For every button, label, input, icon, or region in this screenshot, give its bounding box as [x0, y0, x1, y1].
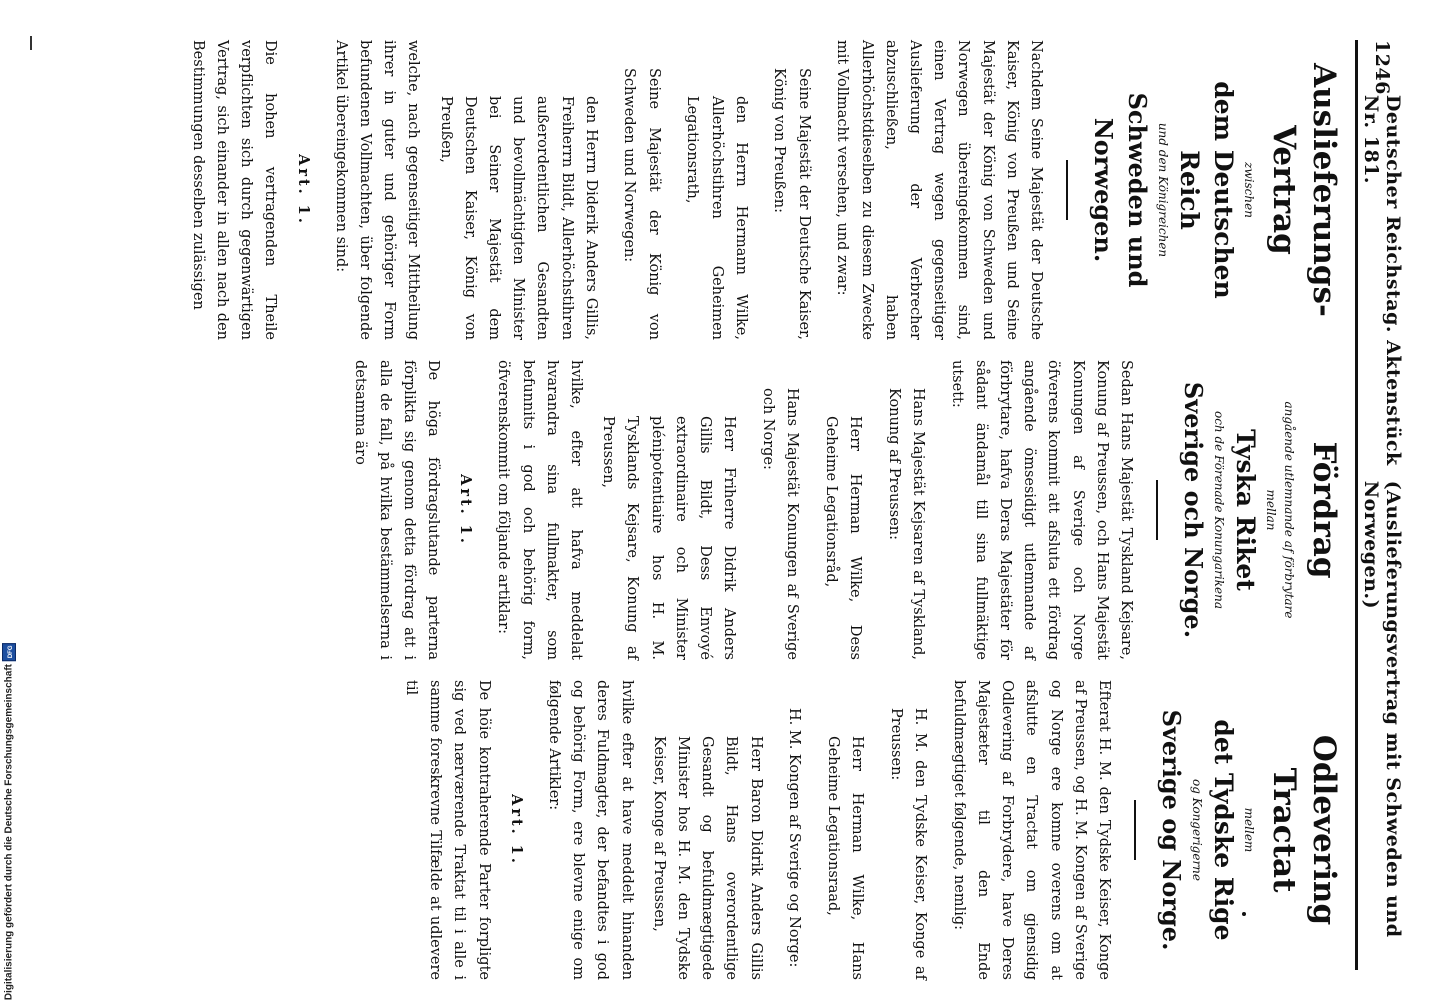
swedish-art1-text: De höga fördragslutande parterna förplikta sig genom detta fördrag att i alla de fall, på hvilka bestämmelserna i detsamma äro: [352, 360, 441, 660]
german-closing: welche, nach gegenseitiger Mittheilung ihrer in guter und gehöriger Form befundenen Vollmachten, über folgende Artikel übereingekommen sind:: [332, 40, 422, 340]
margin-pencil-mark: [30, 36, 32, 50]
german-party2: Schweden und Norwegen.: [1089, 92, 1152, 288]
page-number: 1246: [1371, 40, 1393, 95]
swedish-preamble: Sedan Hans Majestät Tyskland Kejsare, Konung af Preussen, och Hans Majestät Konungen af Sverige och Norge öfverens kommit att afsluta ett fördrag angående ömsesidigt utlemnande af förbrytare, hafva Deras Majestäter för sådant ändamål till sina fullmäktige utsett:: [948, 360, 1134, 660]
german-art1-heading: Art. 1.: [294, 154, 312, 226]
journal-title: Deutscher Reichstag. Aktenstück Nr. 181.: [1360, 94, 1404, 466]
page-header: [1362, 40, 1402, 970]
digitization-note: [0, 600, 18, 1000]
norwegian-delegate1: Herr Herman Wilke, Hans Geheime Legationsraad,: [824, 736, 866, 980]
swedish-delegate2: Herr Friherre Didrik Anders Gillis Bildt, Dess Envoyé extraordinaire och Minister plénipotentiaire hos H. M. Tysklands Kejsare, Konung af Preussen,: [600, 416, 738, 660]
running-title: (Auslieferungsvertrag mit Schweden und Norwegen.): [1360, 480, 1404, 938]
norwegian-title: Odlevering Tractat: [1266, 734, 1342, 926]
dfg-logo: DFG: [2, 643, 16, 661]
swedish-art1-heading: Art. 1.: [457, 474, 475, 546]
swedish-party1: Tyska Riket: [1231, 429, 1260, 591]
swedish-closing: hvilke, efter att hafva meddelat hvarandra sina fullmakter, som befunnits i god och behörig form, öfverenskommit om följande artiklar:: [495, 360, 584, 660]
norwegian-column: [44, 680, 1344, 980]
german-monarch2: Seine Majestät der König von Schweden und Norwegen:: [621, 68, 662, 340]
german-between: zwischen: [1242, 162, 1256, 218]
header-rule: [1355, 40, 1358, 970]
swedish-sub: angående utlemnande af förbrytare: [1282, 401, 1296, 619]
norwegian-party2: Sverige og Norge.: [1157, 709, 1186, 951]
german-rule: [1066, 160, 1068, 220]
norwegian-monarch2: H. M. Kongen af Sverige og Norge:: [786, 708, 803, 968]
german-and-kingdoms: und den Königreichen: [1156, 122, 1170, 258]
german-art1-text: Die hohen vertragenden Theile verpflichten sich durch gegenwärtigen Vertrag, sich einander in allen nach den Bestimmungen desselben zulässigen: [189, 40, 279, 340]
digitization-note-text: Digitalisierung gefördert durch die Deutsche Forschungsgemeinschaft: [3, 663, 15, 1000]
swedish-column: [44, 360, 1344, 660]
ink-dot: [1242, 912, 1246, 916]
swedish-and-kingdoms: och de Förenade Konungarikena: [1212, 410, 1226, 610]
german-party1: dem Deutschen Reich: [1175, 81, 1238, 299]
swedish-delegate1: Herr Herman Wilke, Dess Geheime Legationsråd,: [822, 416, 863, 660]
norwegian-art1-heading: Art. 1.: [507, 794, 525, 866]
swedish-monarch1: Hans Majestät Kejsaren af Tyskland, Konung af Preussen:: [885, 388, 926, 660]
german-delegate1: den Herrn Hermann Wilke, Allerhöchstihren Geheimen Legationsrath,: [684, 96, 749, 340]
norwegian-art1-text: De höie kontraherende Parter forpligte sig ved nærværende Traktat til i alle i samme foreskrevne Tilfælde at udlevere til: [402, 680, 492, 980]
norwegian-monarch1: H. M. den Tydske Keiser, Konge af Preussen:: [887, 708, 929, 980]
norwegian-delegate2: Herr Baron Didrik Anders Gillis Bildt, Hans overordentlige Gesandt og befuldmægtigede Minister hos H. M. den Tydske Keiser, Konge af Preussen,: [650, 736, 764, 980]
swedish-party2: Sverige och Norge.: [1179, 381, 1208, 639]
swedish-title: Fördrag: [1306, 441, 1342, 579]
swedish-between: mellan: [1264, 489, 1278, 531]
swedish-monarch2: Hans Majestät Konungen af Sverige och Norge:: [759, 388, 801, 660]
german-monarch1: Seine Majestät der Deutsche Kaiser, König von Preußen:: [771, 68, 812, 340]
swedish-rule: [1156, 480, 1158, 540]
norwegian-between: mellem: [1242, 807, 1256, 853]
german-title: Auslieferungs-Vertrag: [1266, 63, 1342, 317]
norwegian-party1: det Tydske Rige: [1209, 719, 1238, 941]
german-preamble: Nachdem Seine Majestät der Deutsche Kaiser, König von Preußen und Seine Majestät der König von Schweden und Norwegen übereingekommen sind, einen Vertrag wegen gegenseitiger Auslieferung der Verbrecher abzuschließen, haben Allerhöchstdieselben zu diesem Zwecke mit Vollmacht versehen, und zwar:: [834, 40, 1044, 340]
norwegian-and-kingdoms: og Kongerigerne: [1190, 778, 1204, 882]
norwegian-preamble: Efterat H. M. den Tydske Keiser, Konge af Preussen, og H. M. Kongen af Sverige og Norge ere komne overens om at afslutte en Tractat om gjensidig Odlevering af Forbrydere, have Deres Majestæter til den Ende befuldmægtiget følgende, nemlig:: [950, 680, 1112, 980]
norwegian-rule: [1134, 800, 1136, 860]
norwegian-closing: hvilke efter at have meddelt hinanden deres Fuldmagter, der befandtes i god og behörig Form, ere blevne enige om følgende Artikler:: [545, 680, 635, 980]
german-delegate2: den Herrn Diderik Anders Gillis, Freiherrn Bildt, Allerhöchstihren außerordentlichen Gesandten und bevollmächtigten Minister bei Seiner Majestät dem Deutschen Kaiser, König von Preußen,: [437, 96, 599, 340]
german-column: [44, 40, 1344, 340]
